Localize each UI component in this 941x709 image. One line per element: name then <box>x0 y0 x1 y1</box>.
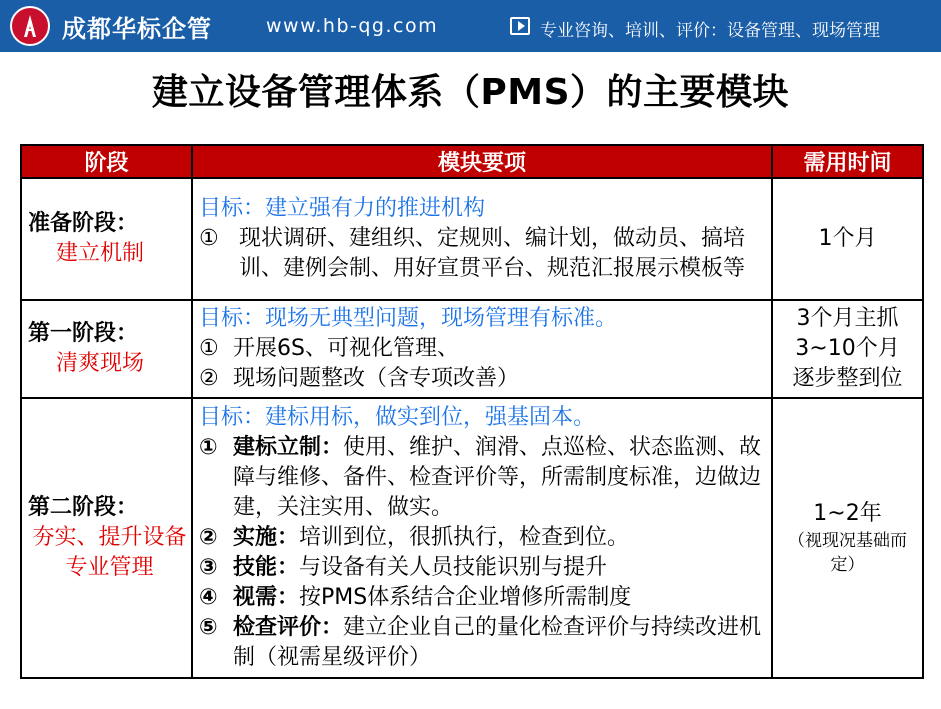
time-cell <box>772 178 923 300</box>
item-label: 技能： <box>233 555 300 580</box>
item-number: ③ <box>199 555 218 580</box>
list-item <box>199 224 767 284</box>
stage-subtitle: 建立机制 <box>56 241 145 266</box>
list-item <box>199 334 767 364</box>
goal-text: 目标：建标用标，做实到位，强基固本。 <box>199 405 596 430</box>
item-number: ① <box>199 226 219 251</box>
stage-cell <box>21 398 192 678</box>
stage-title: 第二阶段： <box>28 495 139 520</box>
stage-title: 准备阶段： <box>28 211 139 236</box>
time-cell <box>772 398 923 678</box>
table-row <box>21 178 923 300</box>
list-item <box>199 553 767 583</box>
module-cell <box>192 300 772 398</box>
goal-text: 目标：建立强有力的推进机构 <box>199 196 486 221</box>
item-text: 现场问题整改（含专项改善） <box>233 366 520 391</box>
tagline: 专业咨询、培训、评价：设备管理、现场管理 <box>540 21 880 41</box>
goal-text: 目标：现场无典型问题，现场管理有标准。 <box>199 306 618 331</box>
item-label: 建标立制： <box>233 435 344 460</box>
list-item <box>199 433 767 523</box>
play-icon <box>510 17 530 35</box>
item-text: 现状调研、建组织、定规则、编计划，做动员、搞培训、建例会制、用好宣贯平台、规范汇报展示模板等 <box>239 226 746 281</box>
list-item <box>199 364 767 394</box>
item-number: ④ <box>199 585 218 610</box>
item-number: ② <box>199 525 218 550</box>
item-label: 视需： <box>233 585 300 610</box>
time-value: 3个月主抓 3~10个月 逐步整到位 <box>792 306 903 391</box>
item-text: 按PMS体系结合企业增修所需制度 <box>299 585 632 610</box>
website-link[interactable]: www.hb-qg.com <box>266 15 439 37</box>
item-text: 与设备有关人员技能识别与提升 <box>299 555 608 580</box>
modules-table <box>20 144 924 679</box>
list-item <box>199 613 767 673</box>
module-cell <box>192 178 772 300</box>
page-title: 建立设备管理体系（PMS）的主要模块 <box>151 72 790 113</box>
item-number: ⑤ <box>199 615 218 640</box>
item-number: ① <box>199 435 218 460</box>
time-value: 1~2年 <box>813 501 882 526</box>
time-cell <box>772 300 923 398</box>
stage-title: 第一阶段： <box>28 321 139 346</box>
item-number: ② <box>199 366 219 391</box>
header-bar <box>0 0 941 52</box>
header-time: 需用时间 <box>772 145 923 178</box>
table-row <box>21 300 923 398</box>
item-text: 使用、维护、润滑、点巡检、状态监测、故障与维修、备件、检查评价等，所需制度标准，边做边建，关注实用、做实。 <box>233 435 762 520</box>
brand-name: 成都华标企管 <box>62 14 212 43</box>
logo-icon <box>10 6 50 46</box>
time-value: 1个月 <box>818 226 877 251</box>
header-modules: 模块要项 <box>192 145 772 178</box>
stage-cell <box>21 178 192 300</box>
item-label: 检查评价： <box>233 615 344 640</box>
module-cell <box>192 398 772 678</box>
item-text: 建立企业自己的量化检查评价与持续改进机制（视需星级评价） <box>233 615 762 670</box>
header-stage: 阶段 <box>21 145 192 178</box>
time-note: （视现况基础而定） <box>788 531 907 575</box>
table-row <box>21 398 923 678</box>
item-label: 实施： <box>233 525 300 550</box>
stage-subtitle: 夯实、提升设备专业管理 <box>32 525 187 580</box>
item-text: 开展6S、可视化管理、 <box>233 336 459 361</box>
stage-subtitle: 清爽现场 <box>56 351 145 376</box>
list-item <box>199 523 767 553</box>
item-number: ① <box>199 336 219 361</box>
list-item <box>199 583 767 613</box>
stage-cell <box>21 300 192 398</box>
item-text: 培训到位，很抓执行，检查到位。 <box>299 525 630 550</box>
table-header-row <box>21 145 923 178</box>
